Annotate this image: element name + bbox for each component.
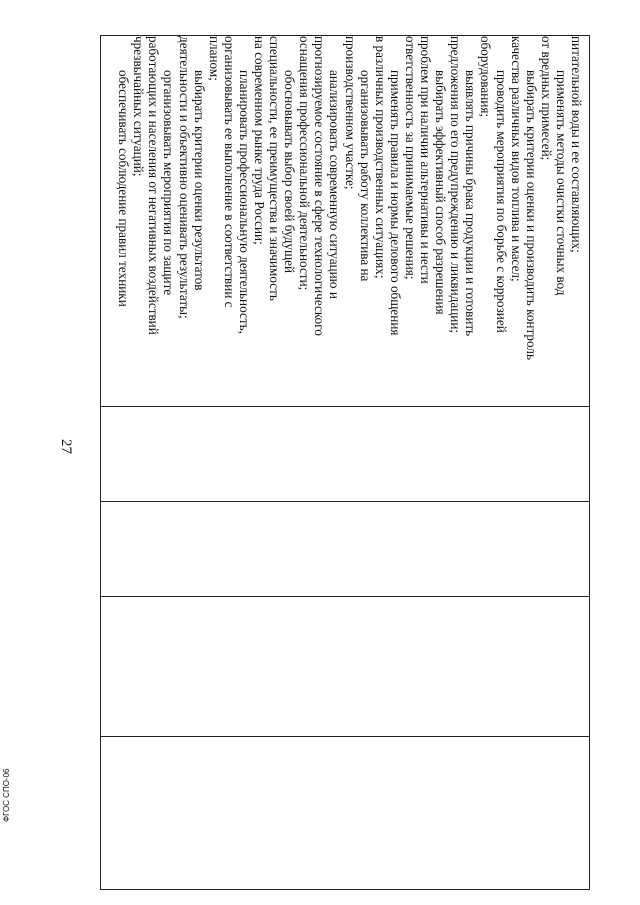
skills-line: обосновывать выбор своей будущей	[282, 70, 298, 274]
skills-line: выявлять причины брака продукции и готовить	[463, 70, 479, 337]
skills-line: чрезвычайных ситуаций;	[131, 36, 147, 177]
skills-line: проводить мероприятия по борьбе с коррозией	[493, 70, 509, 333]
skills-line: выбирать эффективный способ разрешения	[433, 70, 449, 315]
curriculum-table	[100, 35, 590, 890]
skills-line: выбирать критерии оценки и производить контроль	[523, 70, 539, 361]
footer-code: ФГОС СПО-06	[2, 768, 11, 822]
skills-line: в различных производственных ситуациях;	[372, 36, 388, 279]
skills-line: производственном участке;	[342, 36, 358, 190]
column-divider-4	[101, 736, 589, 737]
rotated-page	[100, 35, 590, 890]
page-number: 27	[58, 439, 74, 454]
skills-line: организовывать мероприятия по защите	[161, 70, 177, 296]
skills-line: на современном рынке труда России;	[252, 36, 268, 245]
skills-line: планом;	[206, 36, 222, 81]
skills-line: ответственность за принимаемые решения;	[402, 36, 418, 280]
skills-line: проблем при наличии альтернативы и нести	[418, 36, 434, 284]
skills-line: выбирать критерии оценки результатов	[191, 70, 207, 291]
skills-line: прогнозируемое состояние в сфере технологического	[312, 36, 328, 336]
skills-line: работающих и населения от негативных воздействий	[146, 36, 162, 335]
skills-line: оснащения профессиональной деятельности;	[297, 36, 313, 291]
skills-line: предложения по его предупреждению и ликвидации;	[448, 36, 464, 334]
column-divider-3	[101, 596, 589, 597]
skills-line: планировать профессиональную деятельность,	[236, 70, 252, 334]
skills-line: деятельности и объективно оценивать результаты;	[176, 36, 192, 319]
skills-line: организовывать работу коллектива на	[357, 70, 373, 282]
skills-line: организовывать ее выполнение в соответствии с	[221, 36, 237, 308]
skills-line: применять методы очистки сточных вод	[553, 70, 569, 296]
skills-line: оборудования;	[478, 36, 494, 118]
skills-cell	[104, 36, 584, 406]
skills-line: от вредных примесей;	[538, 36, 554, 161]
skills-line: специальности, ее преимущества и значимость	[267, 36, 283, 301]
column-divider-2	[101, 501, 589, 502]
skills-line: применять правила и нормы делового общения	[387, 70, 403, 336]
skills-line: питательной воды и ее составляющих;	[569, 36, 584, 253]
skills-line: анализировать современную ситуацию и	[327, 70, 343, 299]
skills-line: качества различных видов топлива и масел;	[508, 36, 524, 282]
column-divider-1	[101, 406, 589, 407]
skills-line: обеспечивать соблюдение правил техники	[116, 70, 132, 307]
